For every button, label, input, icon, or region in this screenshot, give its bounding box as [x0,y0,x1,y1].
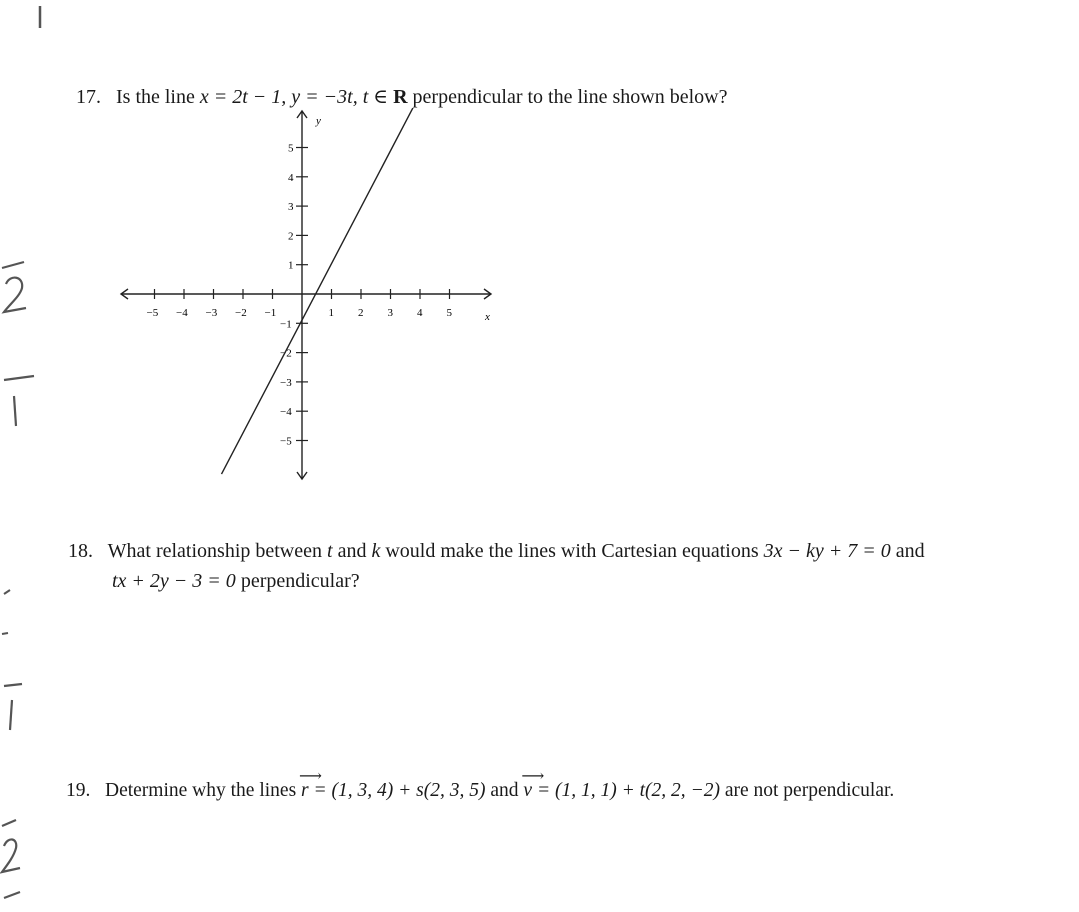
mark-5-digit [10,700,12,730]
and-word-2: and [895,540,925,562]
y-tick-label: −5 [280,435,292,448]
vector-r-letter: r [301,780,309,801]
mark-2-bar [2,262,24,268]
x-tick-label: −2 [235,307,247,319]
mark-7 [4,892,20,898]
y-tick-label: 2 [288,230,294,243]
and-word: and [490,780,519,801]
x-tick-label: −3 [205,307,218,319]
y-tick-label: 1 [288,259,294,272]
question-text-after: are not perpendicular. [724,780,895,801]
question-text: What relationship between [107,540,323,562]
margin-marks [0,0,60,912]
mark-6-digit [2,839,20,872]
question-text-before: Is the line [116,86,195,108]
equation-2: tx + 2y − 3 = 0 [112,570,236,592]
y-tick-label: 3 [288,201,294,214]
question-number: 17. [76,86,101,108]
parametric-equation: x = 2t − 1, y = −3t, t ∈ [199,86,389,108]
question-text-after: perpendicular to the line shown below? [412,86,728,108]
x-tick-label: −5 [146,307,159,319]
vector-r [299,768,322,804]
vector-arrow-icon: ⟶ [299,768,322,785]
y-tick-label: 5 [288,142,294,155]
mark-3-digit [14,396,16,426]
y-tick-label: −1 [280,318,292,331]
variable-k: k [371,540,381,562]
plotted-line [222,108,416,474]
x-tick-label: 4 [417,307,423,319]
vector-v [521,768,545,804]
y-axis-label: y [316,115,321,127]
vector-v-letter: v [523,780,533,801]
x-tick-label: 5 [446,307,452,319]
y-tick-label: 4 [288,171,294,184]
question-19 [66,768,895,804]
mark-2-digit [4,278,26,312]
question-text-before: Determine why the lines [105,780,297,801]
question-17 [76,84,727,110]
mark-5-bar [4,684,22,686]
equation-1: 3x − ky + 7 = 0 [763,540,891,562]
variable-t: t [327,540,333,562]
question-18-line-2 [112,568,360,594]
and-word: and [337,540,367,562]
question-text-end: perpendicular? [240,570,360,592]
coordinate-graph [110,108,510,488]
x-tick-label: 3 [387,307,393,319]
x-tick-label: 1 [328,307,334,319]
x-tick-label: 2 [358,307,364,319]
question-number: 19. [66,780,91,801]
x-tick-label: −1 [264,307,277,319]
mark-6-bar [2,820,16,826]
equation-v: = (1, 1, 1) + t(2, 2, −2) [536,780,720,801]
question-text-cont: would make the lines with Cartesian equations [385,540,759,562]
vector-arrow-icon: ⟶ [521,768,545,785]
x-axis-label: x [485,311,490,323]
mark-4b [2,633,8,634]
axis-tick-labels [147,143,453,448]
y-tick-label: −4 [280,406,292,419]
mark-4 [4,590,10,594]
y-tick-label: −3 [280,376,292,389]
mark-3-bar [4,376,34,380]
x-tick-label: −4 [176,307,188,319]
real-numbers-symbol: R [393,86,408,108]
y-tick-label: −2 [280,347,292,360]
equation-r: = (1, 3, 4) + s(2, 3, 5) [313,780,486,801]
question-number: 18. [68,540,93,562]
question-18 [68,538,925,592]
